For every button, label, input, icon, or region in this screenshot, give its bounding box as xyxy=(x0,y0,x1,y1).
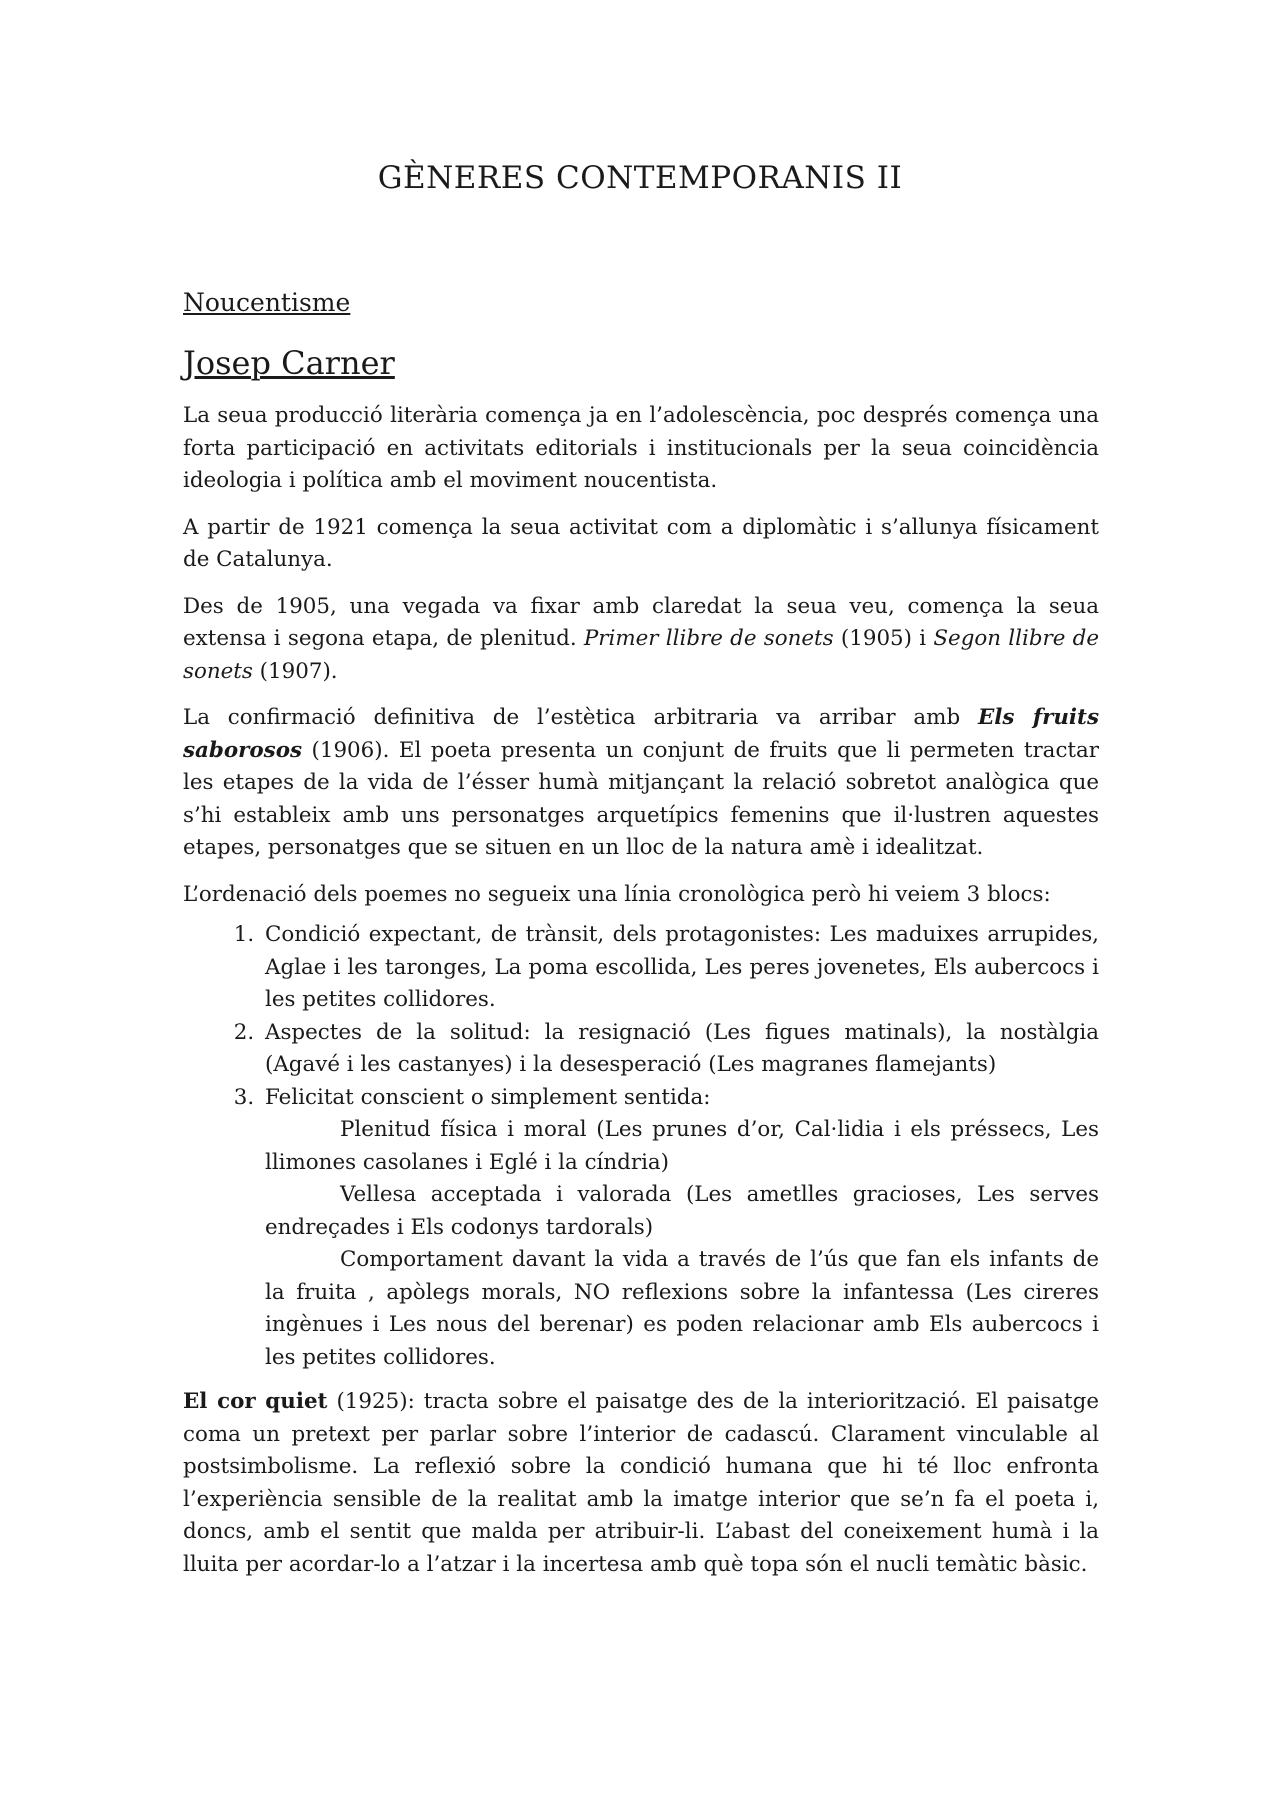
sublist xyxy=(265,1114,1099,1374)
sublist-item: Vellesa acceptada i valorada (Les ametlles gracioses, Les serves endreçades i Els codonys tardorals) xyxy=(265,1182,1099,1240)
author-heading: Josep Carner xyxy=(183,344,395,382)
paragraph-fruits xyxy=(183,702,1099,865)
book-title: El cor quiet xyxy=(183,1389,328,1414)
book-title: Segon llibre de sonets xyxy=(183,626,1100,684)
section-heading: Noucentisme xyxy=(183,288,351,317)
paragraph-diplomat: A partir de 1921 comença la seua activitat com a diplomàtic i s’allunya físicament de Catalunya. xyxy=(183,514,1099,572)
sublist-item: Comportament davant la vida a través de l’ús que fan els infants de la fruita , apòlegs morals, NO reflexions sobre la infantessa (Les cireres ingènues i Les nous del berenar) es poden relacionar amb Els aubercocs i les petites collidores. xyxy=(265,1247,1099,1370)
text-run: (1907). xyxy=(252,658,338,684)
text-run: La confirmació definitiva de l’estètica arbitraria va arribar amb xyxy=(183,705,978,730)
text-run: (1925): tracta sobre el paisatge des de la interiorització. El paisatge coma un pretext per parlar sobre l’interior de cadascú. Clarament vinculable al postsimbolisme. La reflexió sobre la condició humana que hi té lloc enfronta l’experiència sensible de la realitat amb la imatge interior que se’n fa el poeta i, doncs, amb el sentit que malda per atribuir-li. L’abast del coneixement humà i la lluita per acordar-lo a l’atzar i la incertesa amb què topa són el nucli temàtic bàsic. xyxy=(183,1389,1099,1577)
list-item: 2. Aspectes de la solitud: la resignació (Les figues matinals), la nostàlgia (Agavé i les castanyes) i la desesperació (Les magranes flamejants) xyxy=(261,1017,1099,1082)
document-title: GÈNERES CONTEMPORANIS II xyxy=(377,160,903,196)
paragraph-blocks: L’ordenació dels poemes no segueix una línia cronològica però hi veiem 3 blocs: xyxy=(183,881,1051,907)
text-run: (1906). El poeta presenta un conjunt de fruits que li permeten tractar les etapes de la vida de l’ésser humà mitjançant la relació sobretot analògica que s’hi estableix amb uns personatges arquetípics femenins que il·lustren aquestes etapes, personatges que se situen en un lloc de la natura amè i idealitzat. xyxy=(183,737,1099,860)
paragraph-cor-quiet xyxy=(183,1386,1099,1581)
paragraph-intro: La seua producció literària comença ja en l’adolescència, poc després comença una forta participació en activitats editorials i institucionals per la seua coincidència ideologia i política amb el moviment noucentista. xyxy=(183,403,1099,493)
text-run: (1905) i xyxy=(833,626,934,651)
sublist-item: Plenitud física i moral (Les prunes d’or, Cal·lidia i els préssecs, Les llimones casolanes i Eglé i la cíndria) xyxy=(265,1117,1099,1175)
text-run: Des de 1905, una vegada va fixar amb claredat la seua veu, comença la seua extensa i segona etapa, de plenitud. xyxy=(183,593,1099,651)
blocks-list xyxy=(183,919,1099,1374)
list-item xyxy=(261,1082,1099,1375)
paragraph-sonets xyxy=(183,591,1099,689)
book-title: Els fruits saborosos xyxy=(183,705,1099,763)
document-body xyxy=(183,400,1099,1595)
list-item: 1. Condició expectant, de trànsit, dels protagonistes: Les maduixes arrupides, Aglae i les taronges, La poma escollida, Les peres jovenetes, Els aubercocs i les petites collidores. xyxy=(261,919,1099,1017)
list-item-text: Felicitat conscient o simplement sentida: xyxy=(265,1084,711,1110)
book-title: Primer llibre de sonets xyxy=(583,626,834,651)
